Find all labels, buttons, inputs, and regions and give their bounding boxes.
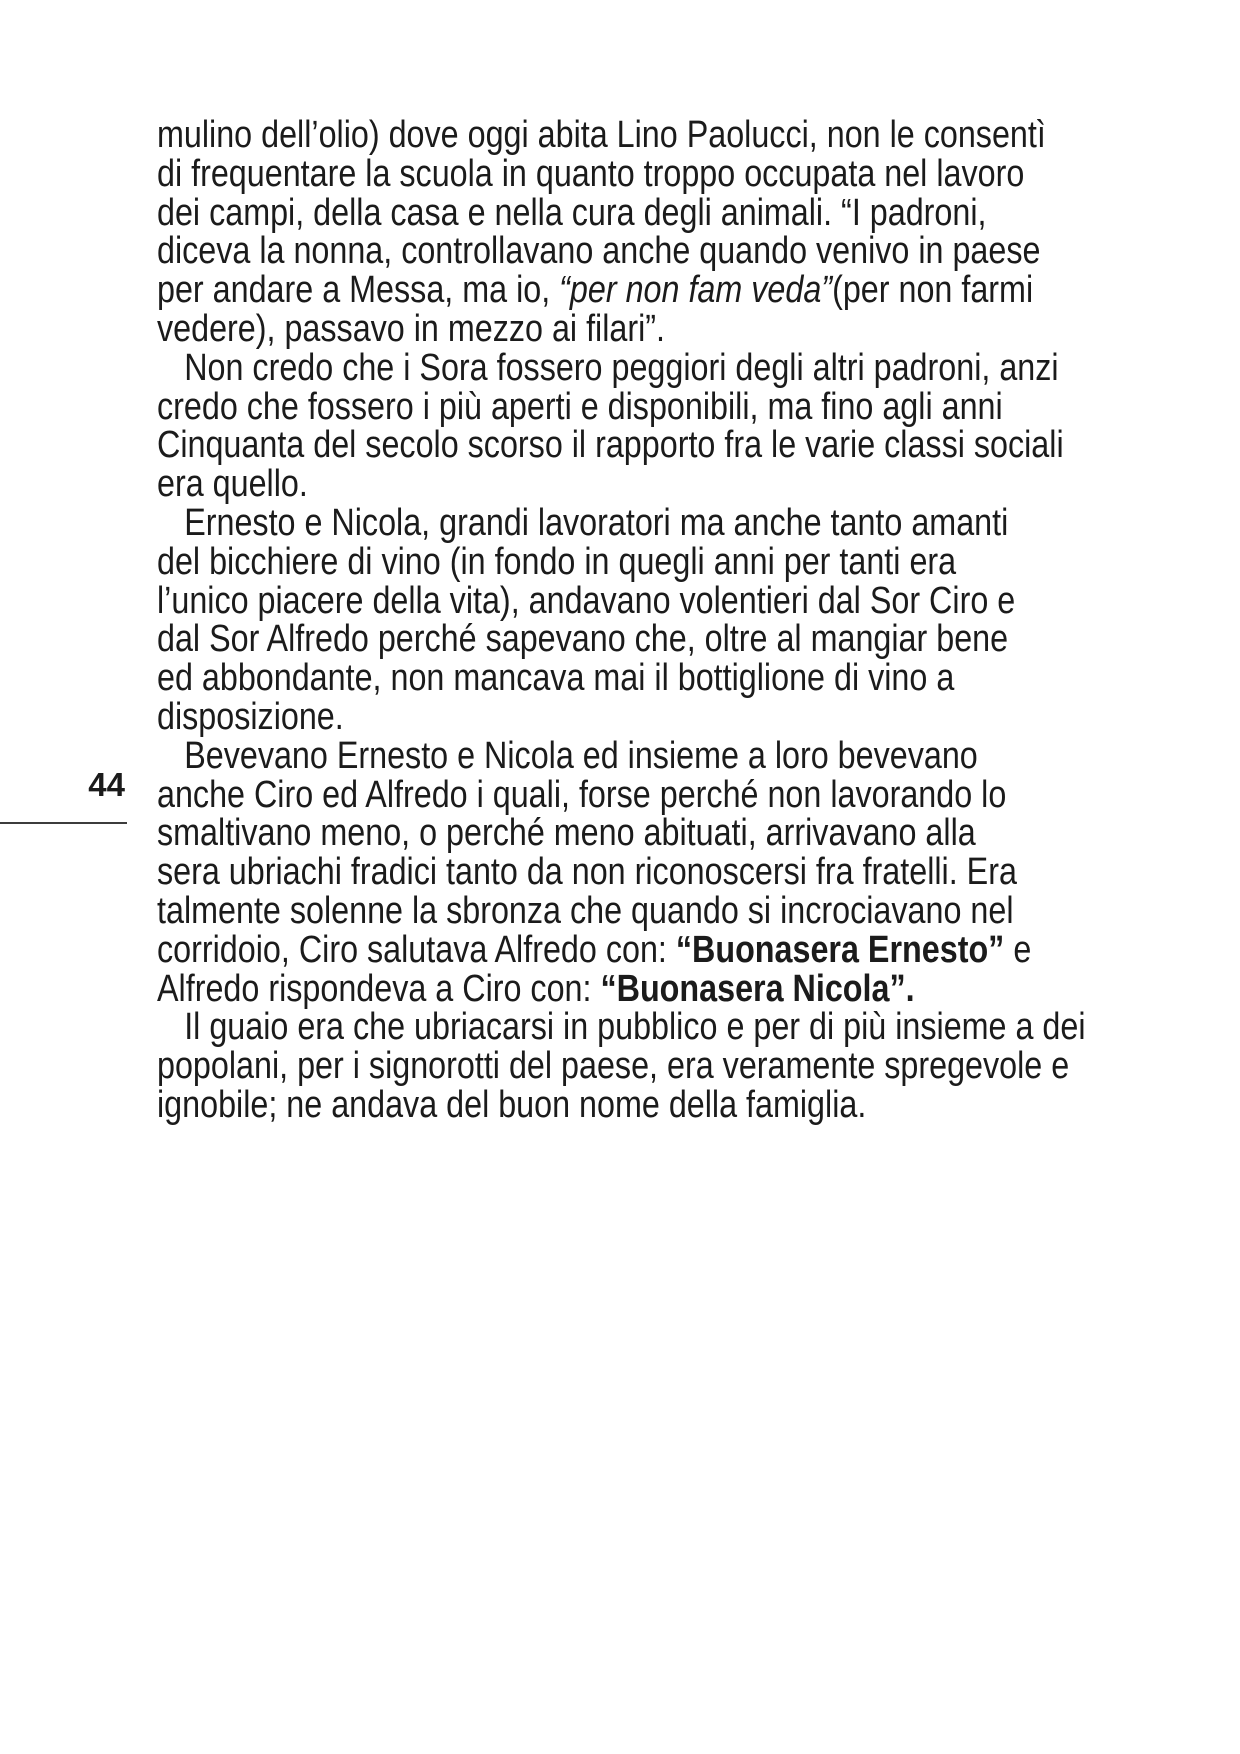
text-line <box>157 465 1067 504</box>
text-line-content <box>184 347 1058 389</box>
text-line-content <box>157 696 344 738</box>
text-run: credo che fossero i più aperti e disponibili, ma fino agli anni <box>157 385 1003 428</box>
text-line-content <box>157 192 986 234</box>
text-run: (per non farmi <box>832 269 1034 312</box>
text-run: dal Sor Alfredo perché sapevano che, oltre al mangiar bene <box>157 618 1009 661</box>
text-line <box>157 116 1067 155</box>
text-run: mulino dell’olio) dove oggi abita Lino Paolucci, non le consentì <box>157 114 1046 156</box>
text-line-content <box>157 114 1046 156</box>
text-run: disposizione. <box>157 695 344 738</box>
text-line <box>157 967 1067 1010</box>
text-line <box>157 346 1067 389</box>
text-line-content <box>157 308 665 350</box>
text-line-content <box>184 502 1008 544</box>
text-line-content <box>157 269 1033 311</box>
text-line-content <box>157 580 1015 622</box>
text-line <box>157 620 1067 659</box>
text-run: Cinquanta del secolo scorso il rapporto fra le varie classi sociali <box>157 424 1064 467</box>
text-run: l’unico piacere della vita), andavano volentieri dal Sor Ciro e <box>157 579 1016 622</box>
text-run: diceva la nonna, controllavano anche quando venivo in paese <box>157 230 1041 273</box>
text-line <box>157 1006 1086 1049</box>
text-line-content <box>157 851 1017 893</box>
paragraph <box>157 501 1067 738</box>
text-line-content <box>184 1006 1085 1048</box>
text-line <box>157 191 1067 234</box>
text-column <box>157 114 1086 1126</box>
text-line <box>157 501 1067 544</box>
text-run: corridoio, Ciro salutava Alfredo con: <box>157 928 676 971</box>
text-run: dei campi, della casa e nella cura degli animali. “I padroni, <box>157 191 987 234</box>
text-line <box>157 1045 1070 1088</box>
text-run: per andare a Messa, ma io, <box>157 269 560 312</box>
text-line-content <box>157 657 954 699</box>
paragraph <box>157 1006 1086 1126</box>
text-line <box>157 773 1067 816</box>
text-line-content <box>157 541 956 583</box>
text-run: anche Ciro ed Alfredo i quali, forse perché non lavorando lo <box>157 773 1007 816</box>
text-line-content <box>157 968 915 1010</box>
paragraph <box>157 116 1067 349</box>
text-run: Bevevano Ernesto e Nicola ed insieme a loro bevevano <box>184 734 978 777</box>
paragraph <box>157 734 1067 1010</box>
italic-run: “per non fam veda” <box>559 269 833 312</box>
text-run: Ernesto e Nicola, grandi lavoratori ma anche tanto amanti <box>184 501 1009 544</box>
text-run: vedere), passavo in mezzo ai filari”. <box>157 307 666 350</box>
text-line <box>157 928 1067 971</box>
text-line <box>157 814 1067 853</box>
text-line-content <box>157 618 1008 660</box>
bold-run: “Buonasera Nicola”. <box>600 967 915 1010</box>
text-line <box>157 232 1067 271</box>
text-line-content <box>184 735 978 777</box>
text-run: talmente solenne la sbronza che quando si incrociavano nel <box>157 889 1014 932</box>
bold-run: “Buonasera Ernesto” <box>675 928 1005 971</box>
text-run: popolani, per i signorotti del paese, era veramente spregevole e <box>157 1045 1070 1088</box>
text-line <box>157 426 1067 465</box>
text-run: Non credo che i Sora fossero peggiori degli altri padroni, anzi <box>184 346 1059 389</box>
page-number: 44 <box>88 766 125 803</box>
text-run: ed abbondante, non mancava mai il bottiglione di vino a <box>157 657 955 700</box>
text-run: di frequentare la scuola in quanto troppo occupata nel lavoro <box>157 152 1025 195</box>
text-line <box>157 734 1067 777</box>
text-run: smaltivano meno, o perché meno abituati, arrivavano alla <box>157 812 976 855</box>
text-line <box>157 853 1067 892</box>
text-line-content <box>157 386 1003 428</box>
text-line-content <box>157 463 308 505</box>
text-line <box>157 540 1067 583</box>
text-line-content <box>157 1084 866 1126</box>
text-line-content <box>157 774 1006 816</box>
text-line <box>157 695 1067 738</box>
text-line <box>157 1083 1067 1126</box>
text-run: Alfredo rispondeva a Ciro con: <box>157 967 601 1010</box>
text-line-content <box>157 424 1064 466</box>
text-run: Il guaio era che ubriacarsi in pubblico e per di più insieme a dei <box>184 1006 1086 1049</box>
text-line <box>157 385 1067 428</box>
text-line-content <box>157 812 976 854</box>
text-run: e <box>1004 928 1032 971</box>
text-line-content <box>157 230 1040 272</box>
margin-rule <box>0 822 127 824</box>
text-line <box>157 271 1067 310</box>
text-run: era quello. <box>157 463 308 506</box>
text-line-content <box>157 890 1014 932</box>
text-line <box>157 889 1067 932</box>
text-line-content <box>157 1045 1069 1087</box>
text-line-content <box>157 929 1031 971</box>
text-run: del bicchiere di vino (in fondo in quegli anni per tanti era <box>157 540 957 583</box>
text-line <box>157 307 1067 350</box>
text-line <box>157 659 1067 698</box>
text-line <box>157 579 1067 622</box>
text-line <box>157 152 1067 195</box>
text-line-content <box>157 153 1024 195</box>
text-run: sera ubriachi fradici tanto da non riconoscersi fra fratelli. Era <box>157 851 1017 894</box>
paragraph <box>157 346 1067 506</box>
text-run: ignobile; ne andava del buon nome della famiglia. <box>157 1083 867 1126</box>
